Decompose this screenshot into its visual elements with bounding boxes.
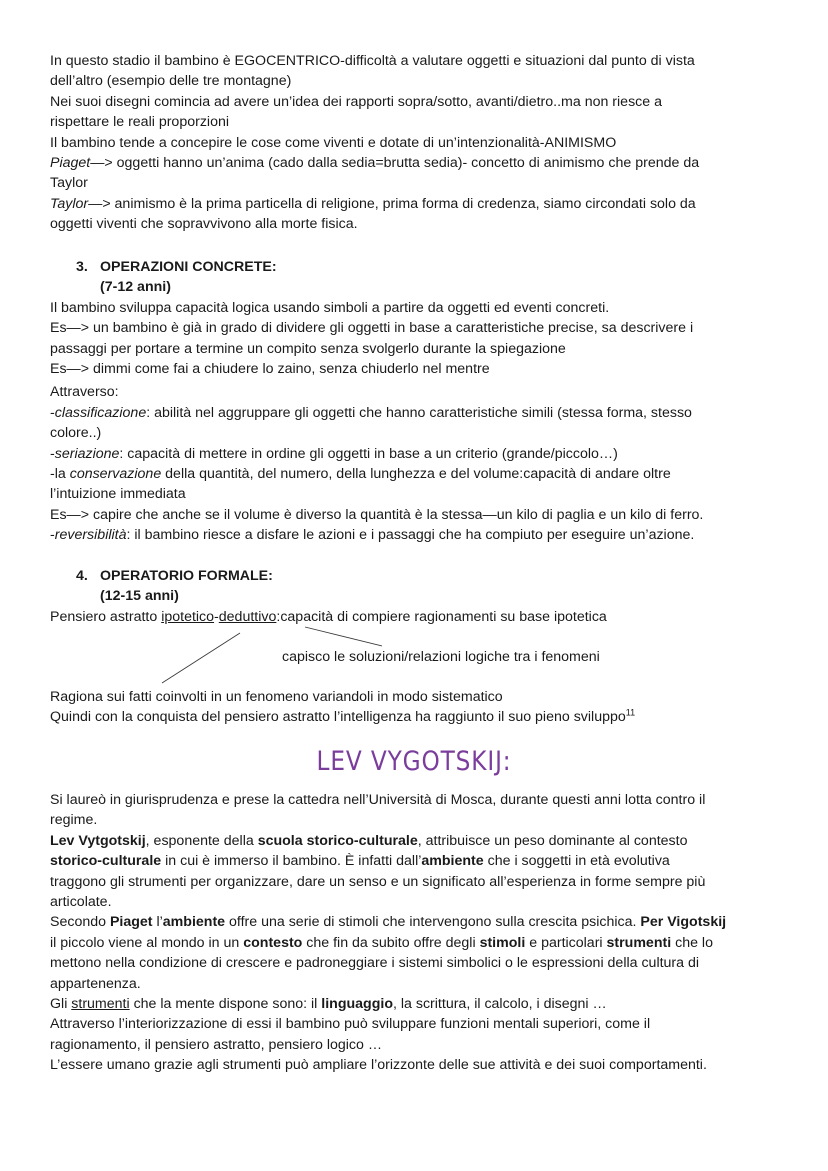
author-name: Taylor <box>50 195 89 212</box>
text-line: colore..) <box>50 425 102 442</box>
text-line <box>50 912 780 932</box>
text-span: il piccolo viene al mondo in un <box>50 934 244 951</box>
text-span: che i soggetti in età evolutiva <box>483 853 670 870</box>
term: conservazione <box>69 466 162 483</box>
section-age: (12-15 anni) <box>100 588 179 605</box>
bold-term: strumenti <box>606 934 672 951</box>
section-age: (7-12 anni) <box>100 279 171 296</box>
text-span: offre una serie di stimoli che intervengono sulla crescita psichica. <box>225 914 641 931</box>
text-span: - <box>214 608 219 625</box>
text-span: - <box>50 527 55 544</box>
vygotskij-body <box>50 790 780 1076</box>
text-line <box>50 707 780 727</box>
text-line: appartenenza. <box>50 975 141 992</box>
term: seriazione <box>54 445 120 462</box>
text-span: : capacità di mettere in ordine gli oggetti in base a un criterio (grande/piccolo…) <box>119 445 618 462</box>
text-line: l’intuizione immediata <box>50 486 186 503</box>
text-span: :capacità di compiere ragionamenti su base ipotetica <box>276 608 607 625</box>
text-line <box>50 831 780 851</box>
text-line <box>50 851 780 871</box>
text-span: - <box>50 404 55 421</box>
term: deduttivo <box>218 608 277 625</box>
bold-term: Lev Vytgotskij <box>50 832 146 849</box>
section-title-vygotskij: LEV VYGOTSKIJ: <box>316 746 512 777</box>
bold-term: storico-culturale <box>50 853 162 870</box>
text-line: Ragiona sui fatti coinvolti in un fenomeno variandoli in modo sistematico <box>50 689 503 705</box>
term: strumenti <box>71 996 130 1013</box>
text-span: che lo <box>671 934 713 951</box>
text-span: che fin da subito offre degli <box>302 934 480 951</box>
text-span: - <box>50 445 55 462</box>
text-span: Quindi con la conquista del pensiero astratto l’intelligenza ha raggiunto il suo pieno sviluppo <box>50 709 626 726</box>
text-span: della quantità, del numero, della lunghezza e del volume:capacità di andare oltre <box>161 466 671 483</box>
text-span: , la scrittura, il calcolo, i disegni … <box>393 996 607 1013</box>
text-line: Attraverso l’interiorizzazione di essi il bambino può sviluppare funzioni mentali superiori, come il <box>50 1016 651 1033</box>
text-span: Gli <box>50 996 72 1013</box>
text-span: : abilità nel aggruppare gli oggetti che hanno caratteristiche simili (stessa forma, stesso <box>146 404 692 421</box>
text-line: Es—> capire che anche se il volume è diverso la quantità è la stessa—un kilo di paglia e un kilo di ferro. <box>50 506 704 523</box>
text-line: rispettare le reali proporzioni <box>50 114 230 131</box>
text-span: che la mente dispone sono: il <box>129 996 322 1013</box>
bold-term: stimoli <box>479 934 526 951</box>
author-name: Piaget <box>50 155 91 172</box>
text-line: In questo stadio il bambino è EGOCENTRICO-difficoltà a valutare oggetti e situazioni dal punto di vista <box>50 53 695 69</box>
text-line: Es—> un bambino è già in grado di dividere gli oggetti in base a caratteristiche precise, sa descrivere i <box>50 320 694 337</box>
text-span: —> animismo è la prima particella di religione, prima forma di credenza, siamo circondati solo da <box>88 195 696 212</box>
bold-term: Per Vigotskij <box>640 914 727 931</box>
text-line: Es—> dimmi come fai a chiudere lo zaino, senza chiuderlo nel mentre <box>50 361 490 378</box>
section-number: 4. <box>76 568 88 584</box>
text-line: oggetti viventi che sopravvivono alla morte fisica. <box>50 216 358 233</box>
text-span: in cui è immerso il bambino. È infatti dall’ <box>161 853 422 870</box>
text-line: Si laureò in giurisprudenza e prese la cattedra nell’Università di Mosca, durante questi anni lotta contro il <box>50 792 706 808</box>
text-span: Secondo <box>50 914 110 931</box>
term: reversibilità <box>54 527 127 544</box>
text-span: l’ <box>152 914 163 931</box>
text-line: Il bambino tende a concepire le cose come viventi e dotate di un’intenzionalità-ANIMISMO <box>50 134 617 151</box>
bold-term: Piaget <box>109 914 153 931</box>
text-line: ragionamento, il pensiero astratto, pensiero logico … <box>50 1036 383 1053</box>
footnote-ref: 11 <box>625 707 636 718</box>
text-line <box>50 994 780 1014</box>
term: ipotetico <box>161 608 215 625</box>
bold-term: contesto <box>243 934 303 951</box>
connector-line-left <box>162 633 240 683</box>
text-line: articolate. <box>50 894 112 911</box>
text-line: mettono nella condizione di crescere e padroneggiare i sistemi simbolici o le espressioni della cultura di <box>50 955 700 972</box>
section-number: 3. <box>76 259 88 275</box>
bold-term: scuola storico-culturale <box>257 832 418 849</box>
text-line: regime. <box>50 812 98 829</box>
text-line <box>50 933 780 953</box>
text-span: -la <box>50 466 70 483</box>
section4-conclusion <box>50 687 780 728</box>
section-title: OPERATORIO FORMALE: <box>100 568 273 584</box>
text-span: : il bambino riesce a disfare le azioni e i passaggi che ha compiuto per eseguire un’azione. <box>126 527 695 544</box>
text-line: dell’altro (esempio delle tre montagne) <box>50 73 292 90</box>
text-line: passaggi per portare a termine un compito senza svolgerlo durante la spiegazione <box>50 340 566 357</box>
branch-note: capisco le soluzioni/relazioni logiche tra i fenomeni <box>282 649 600 665</box>
text-span: —> oggetti hanno un’anima (cado dalla sedia=brutta sedia)- concetto di animismo che prende da <box>90 155 700 172</box>
text-line: traggono gli strumenti per organizzare, dare un senso e un significato all’esperienza in forme sempre più <box>50 873 706 890</box>
text-line: L’essere umano grazie agli strumenti può ampliare l’orizzonte delle sue attività e dei suoi comportamenti. <box>50 1057 707 1074</box>
text-line: Taylor <box>50 175 88 192</box>
text-span: e particolari <box>525 934 607 951</box>
text-line: Nei suoi disegni comincia ad avere un’idea dei rapporti sopra/sotto, avanti/dietro..ma non riesce a <box>50 93 662 110</box>
bold-term: ambiente <box>162 914 226 931</box>
text-line: Attraverso: <box>50 384 119 401</box>
bold-term: ambiente <box>421 853 484 870</box>
text-span: Pensiero astratto <box>50 608 162 625</box>
bold-term: linguaggio <box>321 996 393 1013</box>
text-line: Il bambino sviluppa capacità logica usando simboli a partire da oggetti ed eventi concreti. <box>50 299 610 316</box>
text-span: , attribuisce un peso dominante al contesto <box>417 832 688 849</box>
connector-line-right <box>305 627 382 646</box>
text-span: , esponente della <box>145 832 258 849</box>
term: classificazione <box>54 404 147 421</box>
section-title: OPERAZIONI CONCRETE: <box>100 259 277 275</box>
